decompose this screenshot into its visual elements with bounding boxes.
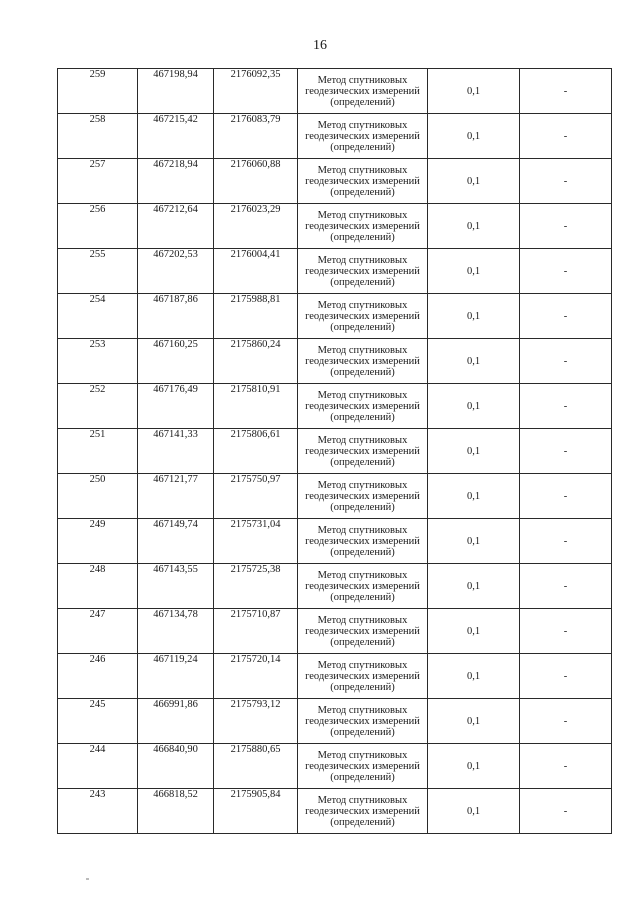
method-cell: Метод спутниковых геодезических измерений (определений) xyxy=(298,744,428,789)
accuracy-cell: 0,1 xyxy=(428,249,520,294)
description-cell: - xyxy=(520,654,612,699)
y-coordinate-cell: 2176023,29 xyxy=(214,204,298,249)
scan-speck xyxy=(86,878,89,880)
x-coordinate-cell: 467160,25 xyxy=(138,339,214,384)
table-row xyxy=(58,159,612,204)
point-number-cell: 246 xyxy=(58,654,138,699)
x-coordinate-cell: 466991,86 xyxy=(138,699,214,744)
table-row xyxy=(58,114,612,159)
point-number-cell: 253 xyxy=(58,339,138,384)
point-number-cell: 256 xyxy=(58,204,138,249)
table-row xyxy=(58,339,612,384)
accuracy-cell: 0,1 xyxy=(428,159,520,204)
description-cell: - xyxy=(520,294,612,339)
table-row xyxy=(58,69,612,114)
x-coordinate-cell: 466840,90 xyxy=(138,744,214,789)
y-coordinate-cell: 2176092,35 xyxy=(214,69,298,114)
table-row xyxy=(58,294,612,339)
y-coordinate-cell: 2175750,97 xyxy=(214,474,298,519)
y-coordinate-cell: 2175720,14 xyxy=(214,654,298,699)
accuracy-cell: 0,1 xyxy=(428,564,520,609)
point-number-cell: 252 xyxy=(58,384,138,429)
description-cell: - xyxy=(520,789,612,834)
table-row xyxy=(58,519,612,564)
accuracy-cell: 0,1 xyxy=(428,114,520,159)
x-coordinate-cell: 467149,74 xyxy=(138,519,214,564)
y-coordinate-cell: 2176004,41 xyxy=(214,249,298,294)
y-coordinate-cell: 2175988,81 xyxy=(214,294,298,339)
accuracy-cell: 0,1 xyxy=(428,384,520,429)
method-cell: Метод спутниковых геодезических измерений (определений) xyxy=(298,654,428,699)
table-row xyxy=(58,609,612,654)
point-number-cell: 251 xyxy=(58,429,138,474)
method-cell: Метод спутниковых геодезических измерений (определений) xyxy=(298,294,428,339)
description-cell: - xyxy=(520,609,612,654)
accuracy-cell: 0,1 xyxy=(428,744,520,789)
accuracy-cell: 0,1 xyxy=(428,294,520,339)
point-number-cell: 249 xyxy=(58,519,138,564)
page-number: 16 xyxy=(313,38,327,53)
accuracy-cell: 0,1 xyxy=(428,789,520,834)
x-coordinate-cell: 467202,53 xyxy=(138,249,214,294)
description-cell: - xyxy=(520,699,612,744)
point-number-cell: 258 xyxy=(58,114,138,159)
description-cell: - xyxy=(520,519,612,564)
method-cell: Метод спутниковых геодезических измерений (определений) xyxy=(298,429,428,474)
description-cell: - xyxy=(520,339,612,384)
method-cell: Метод спутниковых геодезических измерений (определений) xyxy=(298,69,428,114)
description-cell: - xyxy=(520,564,612,609)
method-cell: Метод спутниковых геодезических измерений (определений) xyxy=(298,114,428,159)
coordinates-table-body xyxy=(58,69,612,834)
point-number-cell: 255 xyxy=(58,249,138,294)
point-number-cell: 245 xyxy=(58,699,138,744)
y-coordinate-cell: 2175725,38 xyxy=(214,564,298,609)
x-coordinate-cell: 467119,24 xyxy=(138,654,214,699)
point-number-cell: 257 xyxy=(58,159,138,204)
description-cell: - xyxy=(520,429,612,474)
method-cell: Метод спутниковых геодезических измерений (определений) xyxy=(298,249,428,294)
point-number-cell: 243 xyxy=(58,789,138,834)
point-number-cell: 244 xyxy=(58,744,138,789)
method-cell: Метод спутниковых геодезических измерений (определений) xyxy=(298,159,428,204)
accuracy-cell: 0,1 xyxy=(428,699,520,744)
x-coordinate-cell: 467198,94 xyxy=(138,69,214,114)
description-cell: - xyxy=(520,474,612,519)
description-cell: - xyxy=(520,249,612,294)
y-coordinate-cell: 2175905,84 xyxy=(214,789,298,834)
y-coordinate-cell: 2175810,91 xyxy=(214,384,298,429)
accuracy-cell: 0,1 xyxy=(428,609,520,654)
table-row xyxy=(58,384,612,429)
description-cell: - xyxy=(520,69,612,114)
y-coordinate-cell: 2176083,79 xyxy=(214,114,298,159)
accuracy-cell: 0,1 xyxy=(428,339,520,384)
table-row xyxy=(58,699,612,744)
description-cell: - xyxy=(520,204,612,249)
x-coordinate-cell: 467187,86 xyxy=(138,294,214,339)
point-number-cell: 250 xyxy=(58,474,138,519)
accuracy-cell: 0,1 xyxy=(428,519,520,564)
table-row xyxy=(58,564,612,609)
accuracy-cell: 0,1 xyxy=(428,69,520,114)
y-coordinate-cell: 2175793,12 xyxy=(214,699,298,744)
accuracy-cell: 0,1 xyxy=(428,474,520,519)
point-number-cell: 254 xyxy=(58,294,138,339)
method-cell: Метод спутниковых геодезических измерений (определений) xyxy=(298,564,428,609)
y-coordinate-cell: 2175710,87 xyxy=(214,609,298,654)
point-number-cell: 259 xyxy=(58,69,138,114)
x-coordinate-cell: 467215,42 xyxy=(138,114,214,159)
accuracy-cell: 0,1 xyxy=(428,654,520,699)
method-cell: Метод спутниковых геодезических измерений (определений) xyxy=(298,699,428,744)
table-row xyxy=(58,429,612,474)
description-cell: - xyxy=(520,744,612,789)
table-row xyxy=(58,789,612,834)
table-row xyxy=(58,249,612,294)
x-coordinate-cell: 467141,33 xyxy=(138,429,214,474)
accuracy-cell: 0,1 xyxy=(428,204,520,249)
table-row xyxy=(58,654,612,699)
method-cell: Метод спутниковых геодезических измерений (определений) xyxy=(298,519,428,564)
coordinates-table xyxy=(57,68,612,834)
accuracy-cell: 0,1 xyxy=(428,429,520,474)
x-coordinate-cell: 467121,77 xyxy=(138,474,214,519)
point-number-cell: 248 xyxy=(58,564,138,609)
method-cell: Метод спутниковых геодезических измерений (определений) xyxy=(298,789,428,834)
y-coordinate-cell: 2175731,04 xyxy=(214,519,298,564)
method-cell: Метод спутниковых геодезических измерений (определений) xyxy=(298,474,428,519)
x-coordinate-cell: 467134,78 xyxy=(138,609,214,654)
description-cell: - xyxy=(520,114,612,159)
point-number-cell: 247 xyxy=(58,609,138,654)
method-cell: Метод спутниковых геодезических измерений (определений) xyxy=(298,204,428,249)
x-coordinate-cell: 467143,55 xyxy=(138,564,214,609)
method-cell: Метод спутниковых геодезических измерений (определений) xyxy=(298,609,428,654)
method-cell: Метод спутниковых геодезических измерений (определений) xyxy=(298,339,428,384)
x-coordinate-cell: 467176,49 xyxy=(138,384,214,429)
table-row xyxy=(58,204,612,249)
description-cell: - xyxy=(520,159,612,204)
table-row xyxy=(58,744,612,789)
y-coordinate-cell: 2175880,65 xyxy=(214,744,298,789)
method-cell: Метод спутниковых геодезических измерений (определений) xyxy=(298,384,428,429)
y-coordinate-cell: 2175806,61 xyxy=(214,429,298,474)
x-coordinate-cell: 466818,52 xyxy=(138,789,214,834)
x-coordinate-cell: 467212,64 xyxy=(138,204,214,249)
description-cell: - xyxy=(520,384,612,429)
x-coordinate-cell: 467218,94 xyxy=(138,159,214,204)
y-coordinate-cell: 2176060,88 xyxy=(214,159,298,204)
y-coordinate-cell: 2175860,24 xyxy=(214,339,298,384)
table-row xyxy=(58,474,612,519)
